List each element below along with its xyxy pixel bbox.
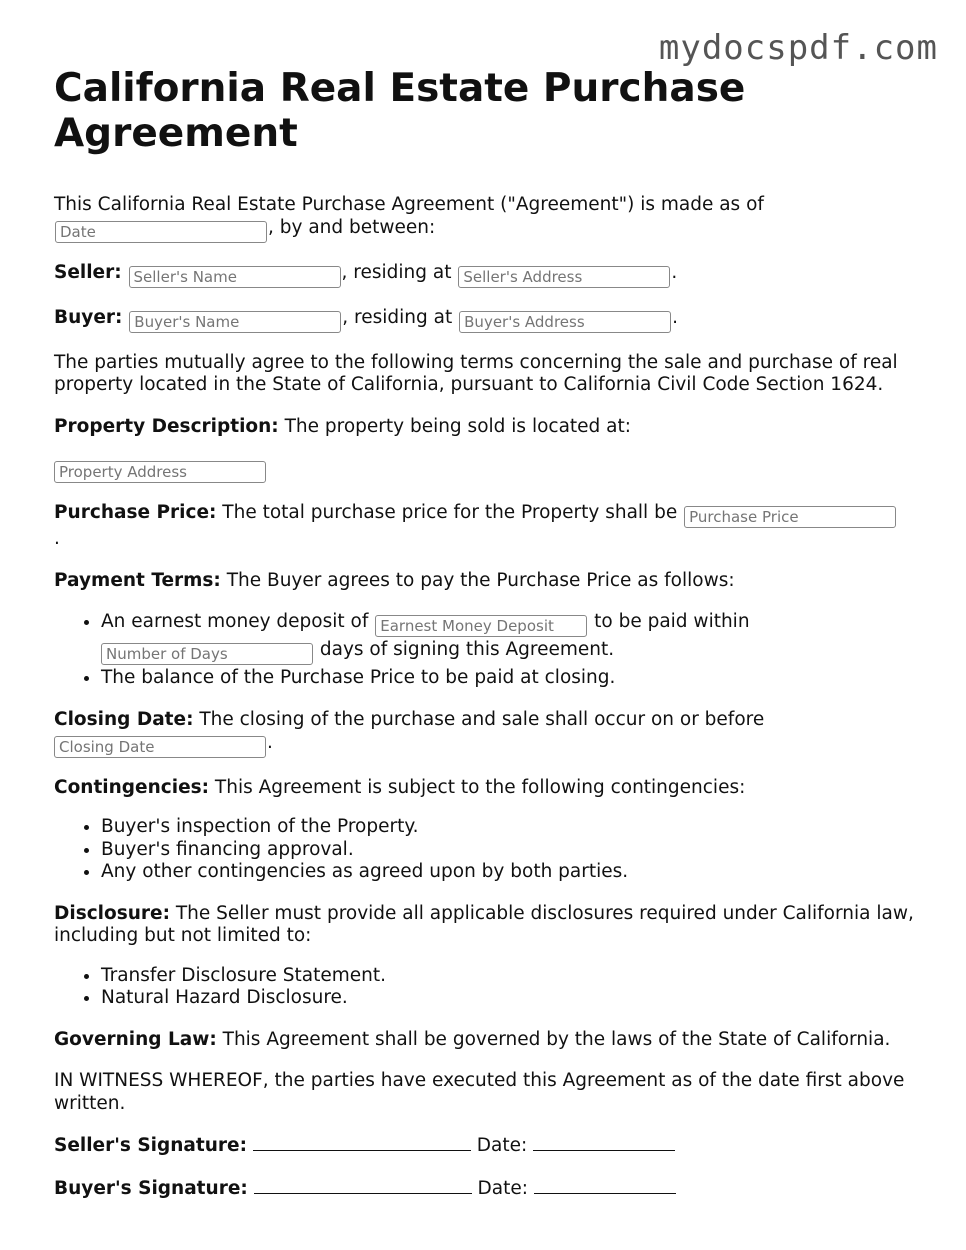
buyer-end: . [672,306,679,328]
document-page [54,66,914,1219]
seller-label: Seller: [54,261,122,283]
contingencies-label: Contingencies: [54,776,210,798]
price-text: The total purchase price for the Property shall be [216,502,678,523]
list-item: • Any other contingencies as agreed upon by both parties. [101,861,914,884]
buyer-signature-row [54,1177,914,1201]
purchase-price-field[interactable] [684,506,896,528]
closing-label: Closing Date: [54,709,194,730]
list-item: • Transfer Disclosure Statement. [101,965,914,988]
buyer-address-field[interactable] [459,311,671,333]
closing-end: . [267,731,273,753]
payment-label: Payment Terms: [54,569,221,591]
intro-text-after: , by and between: [268,216,436,238]
payment-text: The Buyer agrees to pay the Purchase Price as follows: [220,569,735,591]
seller-signature-line[interactable] [253,1134,471,1151]
list-item: • The balance of the Purchase Price to be paid at closing. [101,665,914,690]
list-item: • Natural Hazard Disclosure. [101,987,914,1010]
property-address-field[interactable] [54,461,266,483]
seller-date-label: Date: [476,1135,528,1156]
price-label: Purchase Price: [54,502,217,523]
buyer-date-label: Date: [477,1177,528,1199]
buyer-residing-text: , residing at [342,306,453,328]
governing-paragraph [54,1029,914,1052]
buyer-label: Buyer: [54,306,123,328]
payment-paragraph [54,570,914,593]
seller-signature-label: Seller's Signature: [54,1135,247,1156]
intro-paragraph [54,194,914,243]
property-paragraph [54,416,914,439]
buyer-line [54,307,914,333]
buyer-signature-label: Buyer's Signature: [54,1177,248,1199]
contingencies-list [54,816,914,884]
watermark: mydocspdf.com [658,28,938,68]
deposit-text: An earnest money deposit of [101,611,369,632]
closing-paragraph [54,709,914,758]
disclosure-text: The Seller must provide all applicable disclosures required under California law, including but not limited to: [54,902,914,946]
number-of-days-field[interactable] [101,643,313,665]
parties-paragraph: The parties mutually agree to the following terms concerning the sale and purchase of real property located in the State of California, pursuant to California Civil Code Section 1624. [54,351,898,395]
property-text: The property being sold is located at: [278,415,631,437]
deposit-after-text: to be paid within [588,611,750,632]
seller-date-line[interactable] [533,1134,675,1151]
buyer-date-line[interactable] [534,1177,676,1194]
closing-date-field[interactable] [54,736,266,758]
payment-list [54,609,914,690]
seller-line [54,262,914,288]
page-title: California Real Estate Purchase Agreement [54,66,746,156]
seller-name-field[interactable] [129,266,341,288]
list-item: • Buyer's inspection of the Property. [101,816,914,839]
list-item: • Buyer's financing approval. [101,839,914,862]
seller-signature-row [54,1134,914,1158]
seller-end: . [671,261,678,283]
seller-residing-text: , residing at [341,261,452,283]
contingencies-text: This Agreement is subject to the following contingencies: [209,776,746,798]
intro-text: This California Real Estate Purchase Agreement ("Agreement") is made as of [54,194,764,215]
closing-text: The closing of the purchase and sale shall occur on or before [193,709,765,730]
disclosure-list [54,965,914,1010]
contingencies-paragraph [54,777,914,800]
date-field[interactable] [55,221,267,243]
governing-label: Governing Law: [54,1028,217,1050]
witness-paragraph: IN WITNESS WHEREOF, the parties have executed this Agreement as of the date first above written. [54,1070,905,1114]
property-field-row [54,457,914,483]
property-label: Property Description: [54,415,279,437]
days-after-text: days of signing this Agreement. [314,639,615,660]
earnest-deposit-field[interactable] [375,615,587,637]
list-item [101,609,914,665]
seller-address-field[interactable] [458,266,670,288]
disclosure-paragraph [54,903,914,948]
disclosure-label: Disclosure: [54,902,170,924]
price-paragraph [54,502,914,551]
price-end: . [54,528,60,549]
buyer-name-field[interactable] [129,311,341,333]
governing-text: This Agreement shall be governed by the laws of the State of California. [216,1028,891,1050]
buyer-signature-line[interactable] [254,1177,472,1194]
